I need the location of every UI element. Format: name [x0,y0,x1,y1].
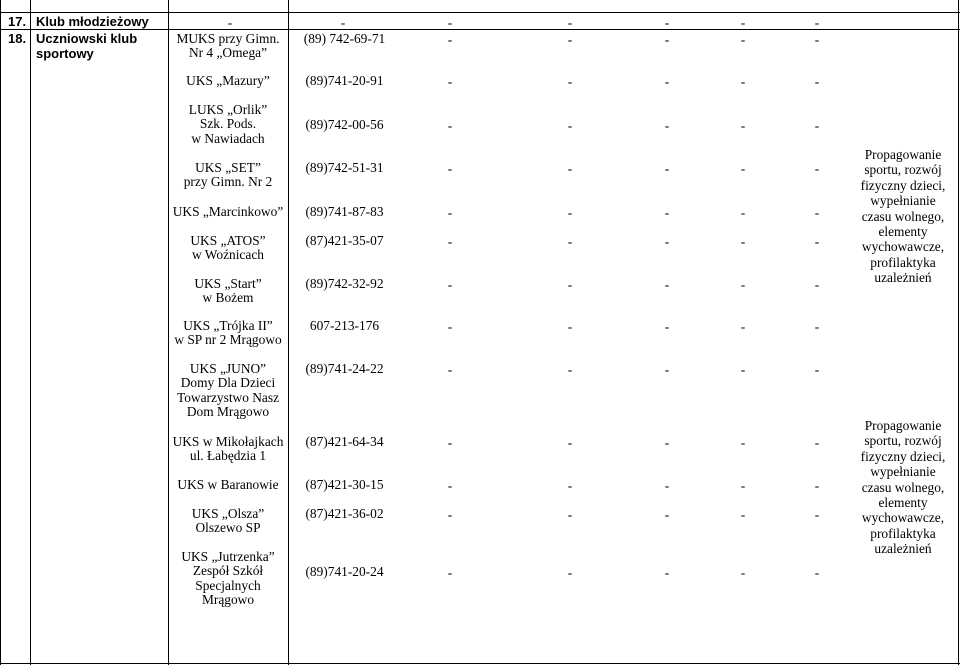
cell-value: - [567,435,573,450]
cell-value: - [447,234,453,249]
unit-name-line: UKS „ATOS” [190,233,266,248]
cell-value: - [567,161,573,176]
unit-name-line: Olszewo SP [195,520,261,536]
cell-value: - [567,478,573,493]
cell-value: - [567,277,573,292]
unit-name-line: w Woźnicach [192,247,264,263]
cell-value: - [664,478,670,493]
row-name: Klub młodzieżowy [36,14,149,29]
unit-name-line: przy Gimn. Nr 2 [183,174,273,190]
cell-value: - [814,74,820,89]
cell-value: - [447,15,453,30]
cell-value: - [567,507,573,522]
purpose-line: Propagowanie [864,418,942,433]
unit-name-line: UKS „Start” [194,276,262,291]
unit-name-line: MUKS przy Gimn. [176,31,280,46]
cell-value: - [740,277,746,292]
column-divider [30,0,31,665]
cell-value: - [567,319,573,334]
cell-value: - [740,32,746,47]
cell-value: - [447,478,453,493]
unit-name-line: UKS „SET” [195,160,261,175]
cell-value: - [567,565,573,580]
purpose-line: sportu, rozwój [864,433,942,449]
purpose-line: uzależnień [874,541,932,557]
cell-value: - [664,74,670,89]
cell-value: - [567,362,573,377]
row-divider [0,12,960,13]
unit-name-line: UKS „Mazury” [186,73,270,88]
purpose-line: wychowawcze, [861,510,945,526]
cell-value: - [567,15,573,30]
unit-name-line: w SP nr 2 Mrągowo [174,332,282,348]
unit-phone: (89)741-87-83 [305,204,384,219]
cell-value: - [447,277,453,292]
unit-phone: (89) 742-69-71 [303,31,386,46]
cell-value: - [740,118,746,133]
unit-name-line: UKS „Olsza” [191,506,265,521]
cell-value: - [740,435,746,450]
unit-phone: (89)742-32-92 [305,276,384,291]
purpose-line: wychowawcze, [861,239,945,255]
cell-value: - [740,161,746,176]
cell-value: - [664,362,670,377]
cell-value: - [664,32,670,47]
cell-value: - [447,319,453,334]
unit-name-line: Mrągowo [201,592,255,608]
cell-value: - [567,118,573,133]
purpose-line: elementy [878,495,928,511]
cell-value: - [567,234,573,249]
purpose-line: elementy [878,224,928,240]
cell-value: - [447,118,453,133]
cell-value: - [664,565,670,580]
cell-value: - [447,32,453,47]
cell-value: - [664,435,670,450]
unit-name-line: Towarzystwo Nasz [176,389,280,405]
purpose-line: fizyczny dzieci, [860,177,946,193]
cell-value: - [664,118,670,133]
cell-value: - [814,362,820,377]
purpose-line: wypełnianie [870,464,936,480]
cell-value: - [814,435,820,450]
cell-value: - [567,74,573,89]
purpose-line: uzależnień [874,270,932,286]
row-name-line: sportowy [36,46,94,61]
cell-value: - [814,32,820,47]
unit-name-line: w Bożem [202,290,254,306]
cell-value: - [447,362,453,377]
purpose-line: Propagowanie [864,147,942,162]
unit-phone: (87)421-30-15 [305,477,384,492]
unit-phone: (89)742-00-56 [305,117,384,132]
unit-name-line: UKS „JUNO” [189,361,267,376]
unit-phone: (87)421-35-07 [305,233,384,248]
unit-name-line: Nr 4 „Omega” [188,45,268,61]
cell-value: - [814,15,820,30]
cell-value: - [814,234,820,249]
cell-value: - [664,161,670,176]
cell-value: - [740,362,746,377]
unit-phone: 607-213-176 [309,318,380,333]
cell-value: - [814,161,820,176]
purpose-line: sportu, rozwój [864,162,942,178]
purpose-line: wypełnianie [870,193,936,209]
unit-name-line: UKS w Baranowie [177,477,279,492]
purpose-block [846,418,960,557]
cell-phone: - [340,15,346,30]
cell-value: - [664,319,670,334]
cell-value: - [814,565,820,580]
cell-value: - [740,507,746,522]
unit-name-line: Szk. Pods. [199,116,257,132]
purpose-block [846,147,960,286]
row-number: 18. [8,31,27,46]
cell-value: - [447,507,453,522]
cell-value: - [814,118,820,133]
cell-value: - [447,74,453,89]
unit-phone: (89)741-20-24 [305,564,384,579]
cell-value: - [567,205,573,220]
unit-name-line: UKS w Mikołajkach [172,434,284,449]
cell-value: - [567,32,573,47]
cell-value: - [814,277,820,292]
purpose-line: fizyczny dzieci, [860,448,946,464]
cell-value: - [814,319,820,334]
cell-value: - [447,205,453,220]
unit-name-line: UKS „Jutrzenka” [181,549,275,564]
cell-value: - [814,507,820,522]
cell-value: - [664,507,670,522]
purpose-line: czasu wolnego, [861,479,945,495]
row-name-line: Uczniowski klub [36,31,138,46]
unit-name-line: UKS „Trójka II” [183,318,273,333]
cell-value: - [740,74,746,89]
unit-name-line: Domy Dla Dzieci [180,375,276,391]
purpose-line: profilaktyka [870,254,936,270]
column-divider [288,0,289,665]
unit-name-line: Zespół Szkół [192,563,264,579]
cell-unit: - [227,15,233,30]
cell-value: - [664,205,670,220]
row-number: 17. [8,14,27,29]
cell-value: - [664,234,670,249]
cell-value: - [740,319,746,334]
table-border-right [958,0,959,665]
cell-value: - [740,478,746,493]
cell-value: - [814,478,820,493]
cell-value: - [664,15,670,30]
cell-value: - [740,205,746,220]
unit-name-line: Specjalnych [195,577,261,593]
unit-name-line: w Nawiadach [191,130,265,146]
purpose-line: profilaktyka [870,525,936,541]
cell-value: - [447,435,453,450]
unit-name-line: ul. Łabędzia 1 [189,448,267,464]
cell-value: - [447,565,453,580]
cell-value: - [664,277,670,292]
unit-phone: (87)421-36-02 [305,506,384,521]
unit-name-line: LUKS „Orlik” [188,102,268,117]
table-border-left [0,0,1,665]
cell-value: - [740,565,746,580]
unit-phone: (87)421-64-34 [305,434,384,449]
unit-phone: (89)742-51-31 [305,160,384,175]
unit-name-line: Dom Mrągowo [186,404,270,420]
unit-phone: (89)741-24-22 [305,361,384,376]
purpose-line: czasu wolnego, [861,208,945,224]
unit-name-line: UKS „Marcinkowo” [172,204,284,219]
cell-value: - [740,234,746,249]
cell-value: - [447,161,453,176]
table-border-bottom [0,663,960,664]
cell-value: - [814,205,820,220]
unit-phone: (89)741-20-91 [305,73,384,88]
cell-value: - [740,15,746,30]
